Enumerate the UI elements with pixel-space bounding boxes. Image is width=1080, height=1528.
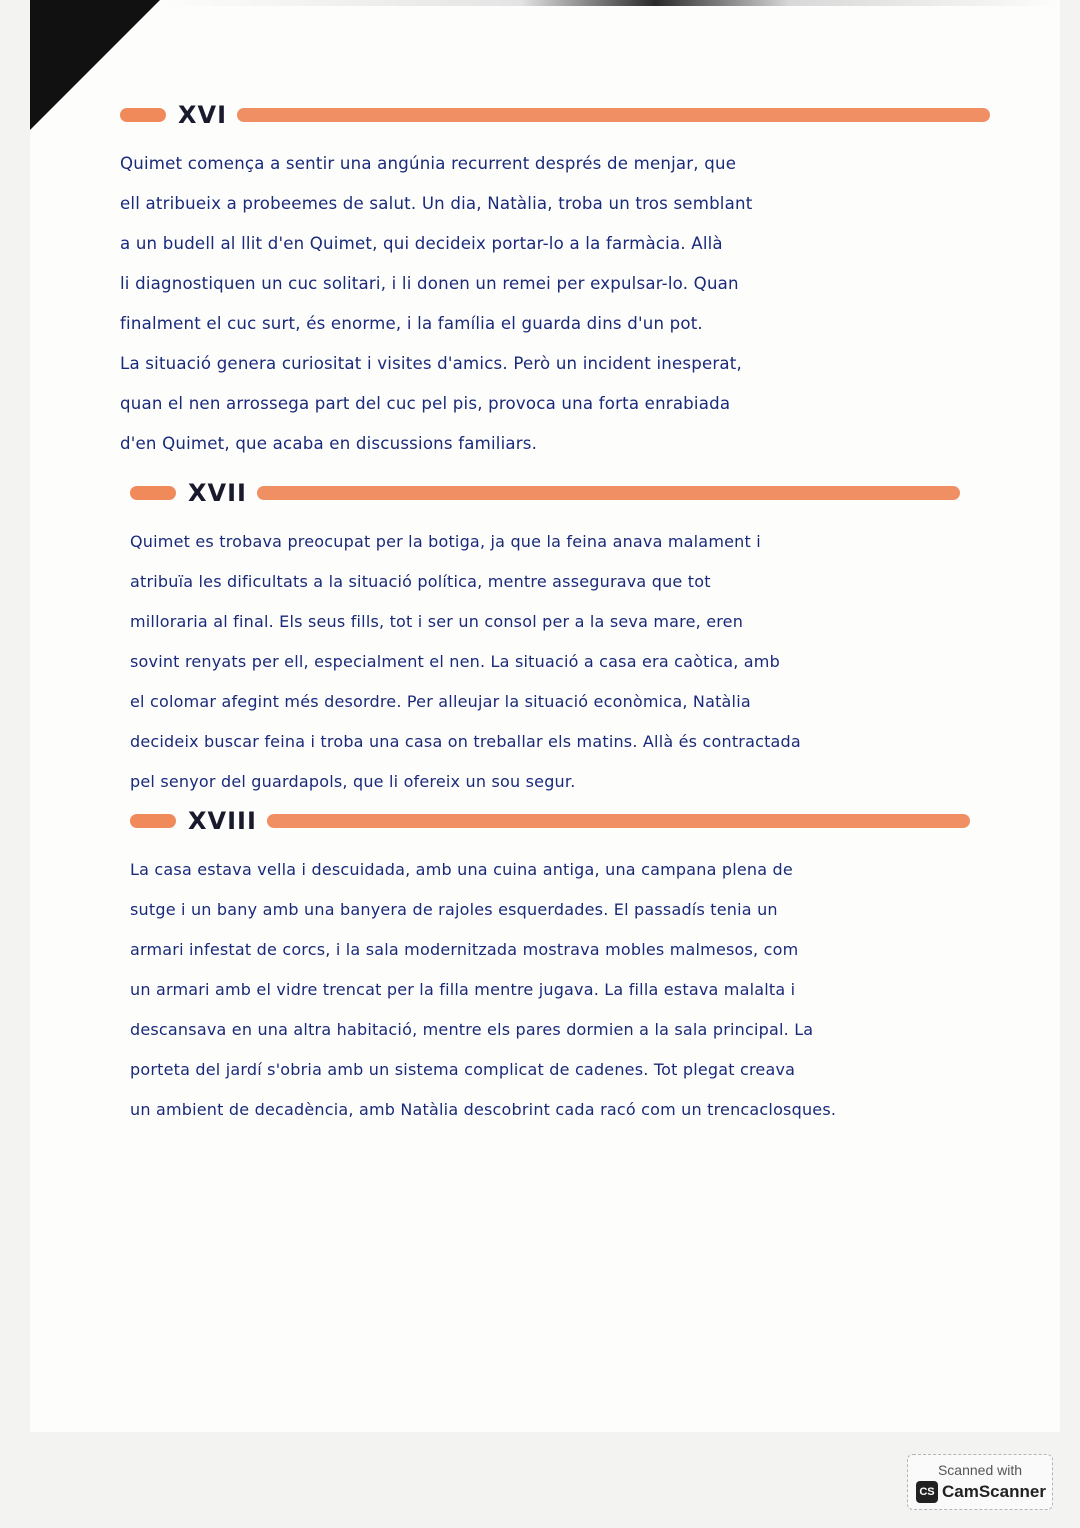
text-line: descansava en una altra habitació, mentre els pares dormien a la sala principal. La [130, 1020, 814, 1039]
text-line: ell atribueix a probeemes de salut. Un dia, Natàlia, troba un tros semblant [120, 194, 753, 213]
text-line: porteta del jardí s'obria amb un sistema complicat de cadenes. Tot plegat creava [130, 1060, 796, 1079]
section-text [130, 522, 970, 802]
text-line: un armari amb el vidre trencat per la filla mentre jugava. La filla estava malalta i [130, 980, 796, 999]
section-text [120, 144, 1000, 464]
section-numeral: XVI [178, 101, 228, 129]
heading-highlight-bar [267, 814, 970, 828]
section-xviii [130, 806, 980, 1130]
heading-marker-pill [130, 814, 176, 828]
text-line: Quimet es trobava preocupat per la botiga, ja que la feina anava malament i [130, 532, 761, 551]
section-heading [130, 806, 980, 836]
section-text [130, 850, 980, 1130]
heading-marker-pill [130, 486, 176, 500]
text-line: La situació genera curiositat i visites d'amics. Però un incident inesperat, [120, 354, 742, 373]
text-line: sovint renyats per ell, especialment el nen. La situació a casa era caòtica, amb [130, 652, 780, 671]
section-numeral: XVII [188, 479, 247, 507]
text-line: atribuïa les dificultats a la situació política, mentre assegurava que tot [130, 572, 711, 591]
text-line: finalment el cuc surt, és enorme, i la família el guarda dins d'un pot. [120, 314, 703, 333]
text-line: a un budell al llit d'en Quimet, qui decideix portar-lo a la farmàcia. Allà [120, 234, 723, 253]
text-line: La casa estava vella i descuidada, amb una cuina antiga, una campana plena de [130, 860, 793, 879]
section-xvi [120, 100, 1000, 464]
section-heading [120, 100, 1000, 130]
camscanner-watermark [907, 1454, 1053, 1510]
text-line: sutge i un bany amb una banyera de rajoles esquerdades. El passadís tenia un [130, 900, 778, 919]
text-line: quan el nen arrossega part del cuc pel pis, provoca una forta enrabiada [120, 394, 731, 413]
text-line: un ambient de decadència, amb Natàlia descobrint cada racó com un trencaclosques. [130, 1100, 837, 1119]
camscanner-brand: CamScanner [942, 1482, 1046, 1501]
text-line: pel senyor del guardapols, que li ofereix un sou segur. [130, 772, 576, 791]
camscanner-icon: CS [916, 1481, 938, 1503]
page-top-edge [160, 0, 1060, 6]
camscanner-logo [916, 1481, 1046, 1503]
heading-highlight-bar [257, 486, 960, 500]
text-line: milloraria al final. Els seus fills, tot i ser un consol per a la seva mare, eren [130, 612, 744, 631]
text-line: armari infestat de corcs, i la sala modernitzada mostrava mobles malmesos, com [130, 940, 799, 959]
heading-marker-pill [120, 108, 166, 122]
text-line: li diagnostiquen un cuc solitari, i li donen un remei per expulsar-lo. Quan [120, 274, 739, 293]
text-line: el colomar afegint més desordre. Per alleujar la situació econòmica, Natàlia [130, 692, 751, 711]
section-numeral: XVIII [188, 807, 257, 835]
text-line: d'en Quimet, que acaba en discussions familiars. [120, 434, 538, 453]
section-heading [130, 478, 970, 508]
section-xvii [130, 478, 970, 802]
scanned-with-label: Scanned with [937, 1462, 1023, 1478]
text-line: Quimet comença a sentir una angúnia recurrent després de menjar, que [120, 154, 737, 173]
text-line: decideix buscar feina i troba una casa on treballar els matins. Allà és contractada [130, 732, 801, 751]
heading-highlight-bar [237, 108, 990, 122]
